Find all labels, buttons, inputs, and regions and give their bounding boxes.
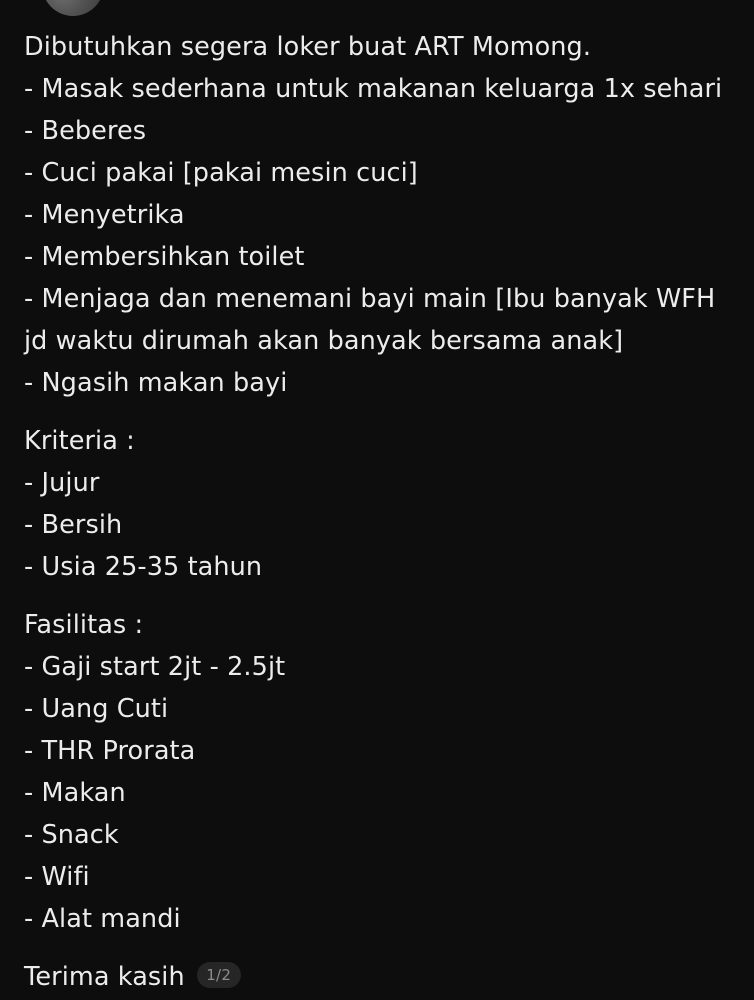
criteria-title: Kriteria :	[24, 426, 135, 456]
avatar[interactable]	[42, 0, 104, 16]
criteria-item: - Bersih	[24, 510, 123, 540]
facility-item: - Snack	[24, 820, 119, 850]
duty-item: - Beberes	[24, 116, 147, 146]
post-text-body	[0, 18, 754, 998]
duty-item: - Menyetrika	[24, 200, 185, 230]
facility-item: - Uang Cuti	[24, 694, 169, 724]
duty-item: - Menjaga dan menemani bayi main [Ibu banyak WFH jd waktu dirumah akan banyak bersama anak]	[24, 284, 724, 356]
criteria-item: - Usia 25-35 tahun	[24, 552, 263, 582]
duty-item: - Masak sederhana untuk makanan keluarga 1x sehari	[24, 74, 723, 104]
closing-text: Terima kasih	[24, 962, 185, 992]
section-spacer	[24, 940, 730, 956]
page-indicator-badge: 1/2	[197, 962, 241, 988]
closing-row	[24, 956, 730, 998]
facility-item: - Makan	[24, 778, 126, 808]
avatar-strip	[0, 0, 754, 18]
facility-item: - THR Prorata	[24, 736, 196, 766]
section-spacer	[24, 588, 730, 604]
facility-item: - Gaji start 2jt - 2.5jt	[24, 652, 286, 682]
facility-item: - Wifi	[24, 862, 90, 892]
duty-item: - Ngasih makan bayi	[24, 368, 288, 398]
duty-item: - Membersihkan toilet	[24, 242, 305, 272]
facilities-title: Fasilitas :	[24, 610, 144, 640]
section-spacer	[24, 404, 730, 420]
facility-item: - Alat mandi	[24, 904, 181, 934]
criteria-item: - Jujur	[24, 468, 100, 498]
duty-item: - Cuci pakai [pakai mesin cuci]	[24, 158, 418, 188]
post-heading: Dibutuhkan segera loker buat ART Momong.	[24, 32, 592, 62]
